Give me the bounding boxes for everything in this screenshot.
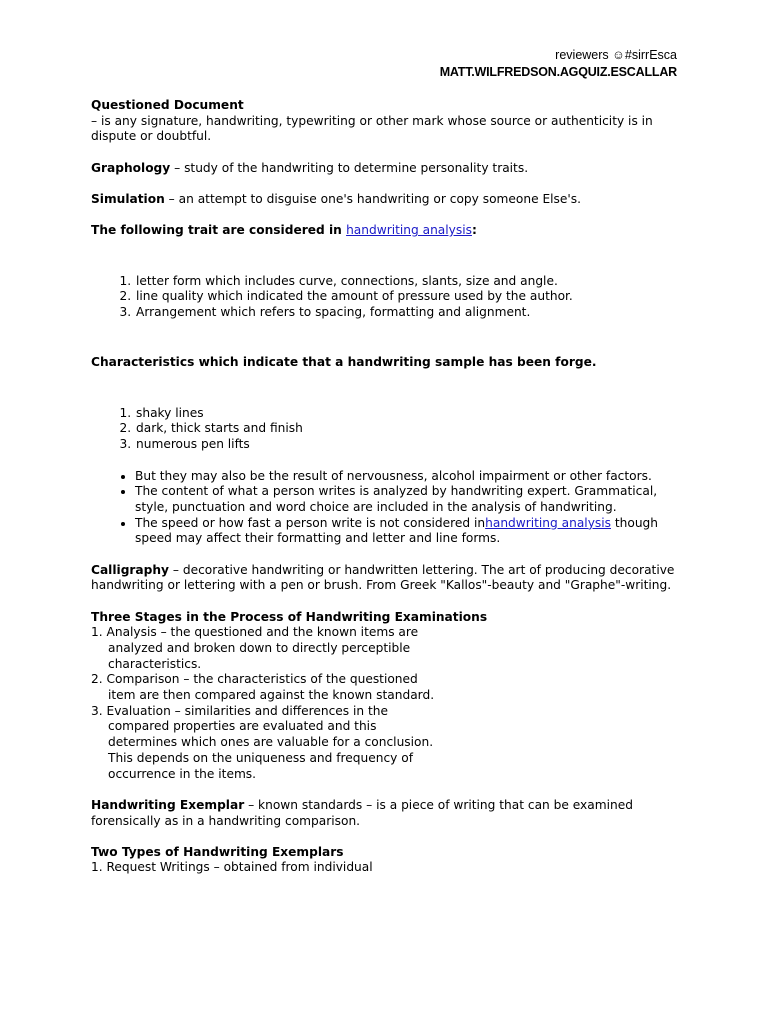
qd-definition: – is any signature, handwriting, typewriting or other mark whose source or authenticity is in dispute or doubtful. <box>91 113 653 144</box>
exemplar-term: Handwriting Exemplar <box>91 797 245 812</box>
list-item: 1. shaky lines <box>135 406 691 422</box>
exemplar-def: – known standards – is a piece of writing that can be examined forensically as in a handwriting comparison. <box>91 797 633 828</box>
handwriting-analysis-link-2[interactable]: handwriting analysis <box>485 515 611 530</box>
stages-heading: Three Stages in the Process of Handwriting Examinations <box>91 609 488 624</box>
list-item: 3. Arrangement which refers to spacing, formatting and alignment. <box>135 305 691 321</box>
forge-notes <box>91 469 691 548</box>
graphology-term: Graphology <box>91 160 171 175</box>
calligraphy-def: – decorative handwriting or handwritten lettering. The art of producing decorative handwriting or lettering with a pen or brush. From Greek "Kallos"-beauty and "Graphe"-writing. <box>91 562 675 593</box>
stages-list <box>91 625 436 782</box>
graphology-paragraph <box>91 161 691 177</box>
list-item: 2. dark, thick starts and finish <box>135 421 691 437</box>
list-item: 2. Comparison – the characteristics of the questioned item are then compared against the known standard. <box>91 672 435 703</box>
header-author: MATT.WILFREDSON.AGQUIZ.ESCALLAR <box>439 65 677 79</box>
list-item: • The content of what a person writes is analyzed by handwriting expert. Grammatical, style, punctuation and word choice are included in the analysis of handwriting. <box>135 484 691 515</box>
list-item: 1. Analysis – the questioned and the known items are analyzed and broken down to directly perceptible characteristics. <box>91 625 419 671</box>
simulation-def: – an attempt to disguise one's handwriting or copy someone Else's. <box>164 191 581 206</box>
header-reviewers: reviewers ☺#sirrEsca <box>555 48 677 62</box>
traits-list <box>91 274 691 321</box>
exemplar-paragraph <box>91 798 691 829</box>
traits-intro: The following trait are considered in handwriting analysis: <box>91 223 477 238</box>
types-heading: Two Types of Handwriting Exemplars <box>91 844 344 859</box>
forge-heading: Characteristics which indicate that a handwriting sample has been forge. <box>91 354 597 369</box>
page-header <box>440 47 677 81</box>
document-body <box>91 98 691 876</box>
list-item: 3. Evaluation – similarities and differences in the compared properties are evaluated and this determines which ones are valuable for a conclusion. This depends on the uniqueness and frequency of occurrence in the items. <box>91 703 434 781</box>
list-item: • But they may also be the result of nervousness, alcohol impairment or other factors. <box>135 469 691 485</box>
graphology-def: – study of the handwriting to determine personality traits. <box>170 160 529 175</box>
forge-list <box>91 406 691 453</box>
list-item: 1. letter form which includes curve, connections, slants, size and angle. <box>135 274 691 290</box>
simulation-paragraph <box>91 192 691 208</box>
calligraphy-term: Calligraphy <box>91 562 170 577</box>
handwriting-analysis-link[interactable]: handwriting analysis <box>346 223 472 238</box>
calligraphy-paragraph <box>91 563 691 594</box>
list-item: • The speed or how fast a person write is not considered inhandwriting analysis though speed may affect their formatting and letter and line forms. <box>135 516 691 547</box>
qd-term: Questioned Document <box>91 98 244 112</box>
list-item: 2. line quality which indicated the amount of pressure used by the author. <box>135 289 691 305</box>
list-item: 3. numerous pen lifts <box>135 437 691 453</box>
types-item: 1. Request Writings – obtained from individual <box>91 860 373 875</box>
simulation-term: Simulation <box>91 191 165 206</box>
